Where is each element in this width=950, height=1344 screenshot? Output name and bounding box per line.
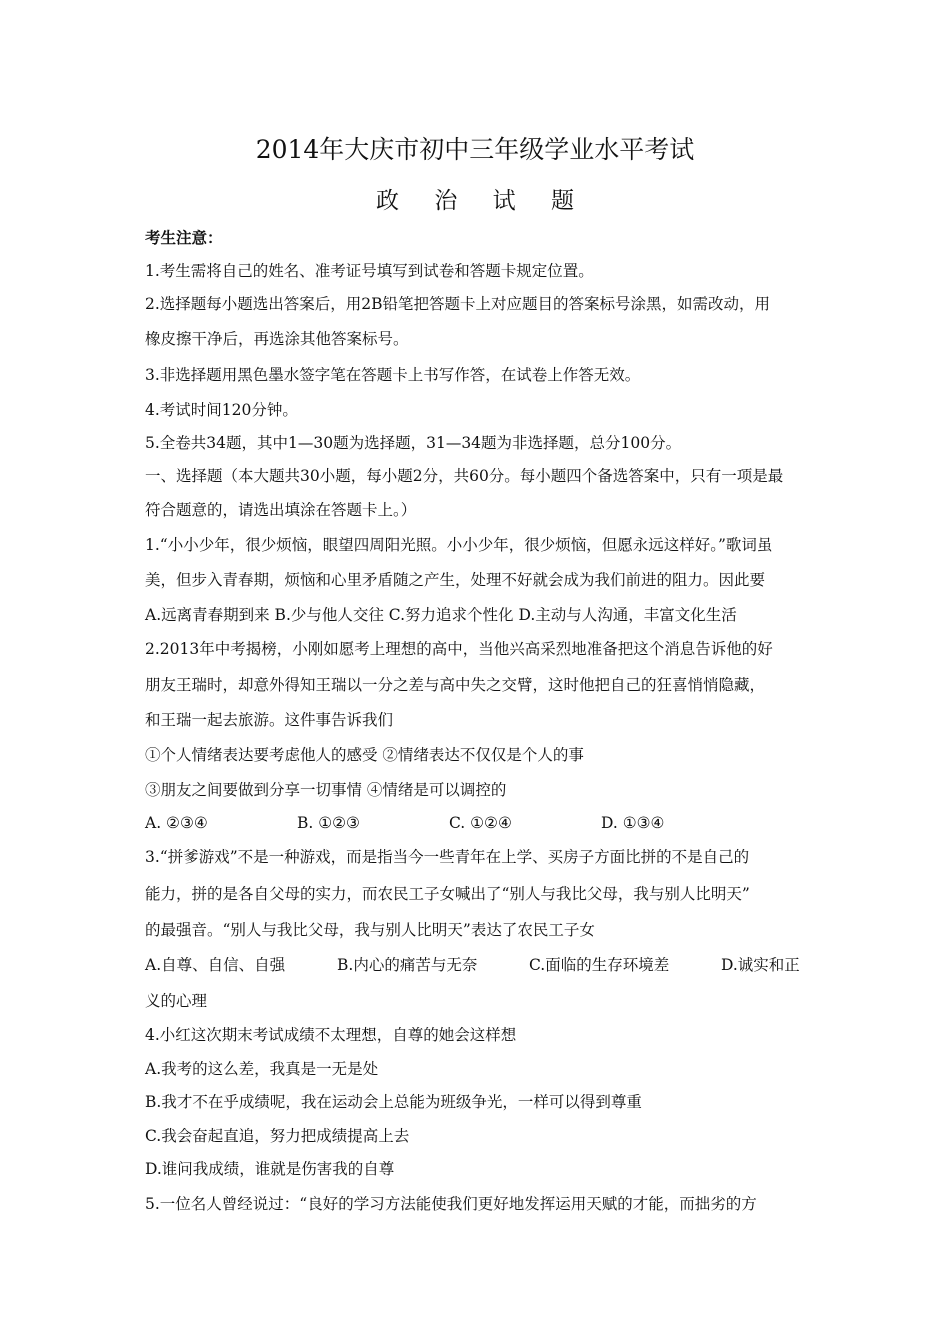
notice-item-4: 4.考试时间120分钟。 [145,401,298,419]
notice-item-2: 2.选择题每小题选出答案后，用2B铅笔把答题卡上对应题目的答案标号涂黑，如需改动，用 [145,295,771,313]
section-1-heading-cont: 符合题意的，请选出填涂在答题卡上。） [145,501,417,519]
question-3-stem: 3.“拼爹游戏”不是一种游戏，而是指当今一些青年在上学、买房子方面比拼的不是自己的 [145,848,750,866]
question-4-option-d: D.谁问我成绩，谁就是伤害我的自尊 [145,1160,395,1178]
exam-title: 2014年大庆市初中三年级学业水平考试 [255,135,695,164]
question-2-option-d: D. ①③④ [601,814,665,832]
question-2-statement-3-4: ③朋友之间要做到分享一切事情 ④情绪是可以调控的 [145,781,507,799]
question-2-stem-cont: 朋友王瑞时，却意外得知王瑞以一分之差与高中失之交臂，这时他把自己的狂喜悄悄隐藏， [145,676,766,694]
question-1-stem: 1.“小小少年，很少烦恼，眼望四周阳光照。小小少年，很少烦恼，但愿永远这样好。”歌词虽 [145,536,773,554]
question-1-stem-cont: 美，但步入青春期，烦恼和心里矛盾随之产生，处理不好就会成为我们前进的阻力。因此要 [145,571,766,589]
section-1-heading: 一、选择题（本大题共30小题，每小题2分，共60分。每小题四个备选答案中，只有一项是最 [145,467,784,485]
question-2-option-a: A. ②③④ [145,814,208,832]
question-2-stem: 2.2013年中考揭榜，小刚如愿考上理想的高中，当他兴高采烈地准备把这个消息告诉他的好 [145,640,773,658]
question-2-stem-end: 和王瑞一起去旅游。这件事告诉我们 [145,711,394,729]
question-3-option-a: A.自尊、自信、自强 [145,956,286,974]
question-5-stem: 5.一位名人曾经说过：“良好的学习方法能使我们更好地发挥运用天赋的才能，而拙劣的方 [145,1195,757,1213]
question-4-stem: 4.小红这次期末考试成绩不太理想，自尊的她会这样想 [145,1026,517,1044]
question-4-option-b: B.我才不在乎成绩呢，我在运动会上总能为班级争光，一样可以得到尊重 [145,1093,642,1111]
exam-subtitle: 政 治 试 题 [376,188,588,214]
notice-item-3: 3.非选择题用黑色墨水签字笔在答题卡上书写作答，在试卷上作答无效。 [145,366,641,384]
question-3-option-b: B.内心的痛苦与无奈 [337,956,478,974]
question-3-options [145,954,800,976]
notice-item-1: 1.考生需将自己的姓名、准考证号填写到试卷和答题卡规定位置。 [145,262,594,280]
question-3-stem-cont: 能力，拼的是各自父母的实力，而农民工子女喊出了“别人与我比父母，我与别人比明天” [145,885,750,903]
question-3-options-cont: 义的心理 [145,992,208,1010]
question-3-option-c: C.面临的生存环境差 [529,956,670,974]
question-4-option-a: A.我考的这么差，我真是一无是处 [145,1060,379,1078]
notice-heading: 考生注意： [145,228,223,247]
notice-item-5: 5.全卷共34题，其中1—30题为选择题，31—34题为非选择题，总分100分。 [145,434,682,452]
question-2-statement-1-2: ①个人情绪表达要考虑他人的感受 ②情绪表达不仅仅是个人的事 [145,746,584,764]
question-1-options: A.远离青春期到来 B.少与他人交往 C.努力追求个性化 D.主动与人沟通，丰富文化生活 [145,606,737,624]
question-4-option-c: C.我会奋起直追，努力把成绩提高上去 [145,1127,410,1145]
question-3-option-d: D.诚实和正 [721,956,800,974]
question-2-option-c: C. ①②④ [449,814,512,832]
question-3-stem-end: 的最强音。“别人与我比父母，我与别人比明天”表达了农民工子女 [145,921,595,939]
question-2-option-b: B. ①②③ [297,814,360,832]
question-2-options [145,812,664,834]
notice-item-2-cont: 橡皮擦干净后，再选涂其他答案标号。 [145,330,409,348]
